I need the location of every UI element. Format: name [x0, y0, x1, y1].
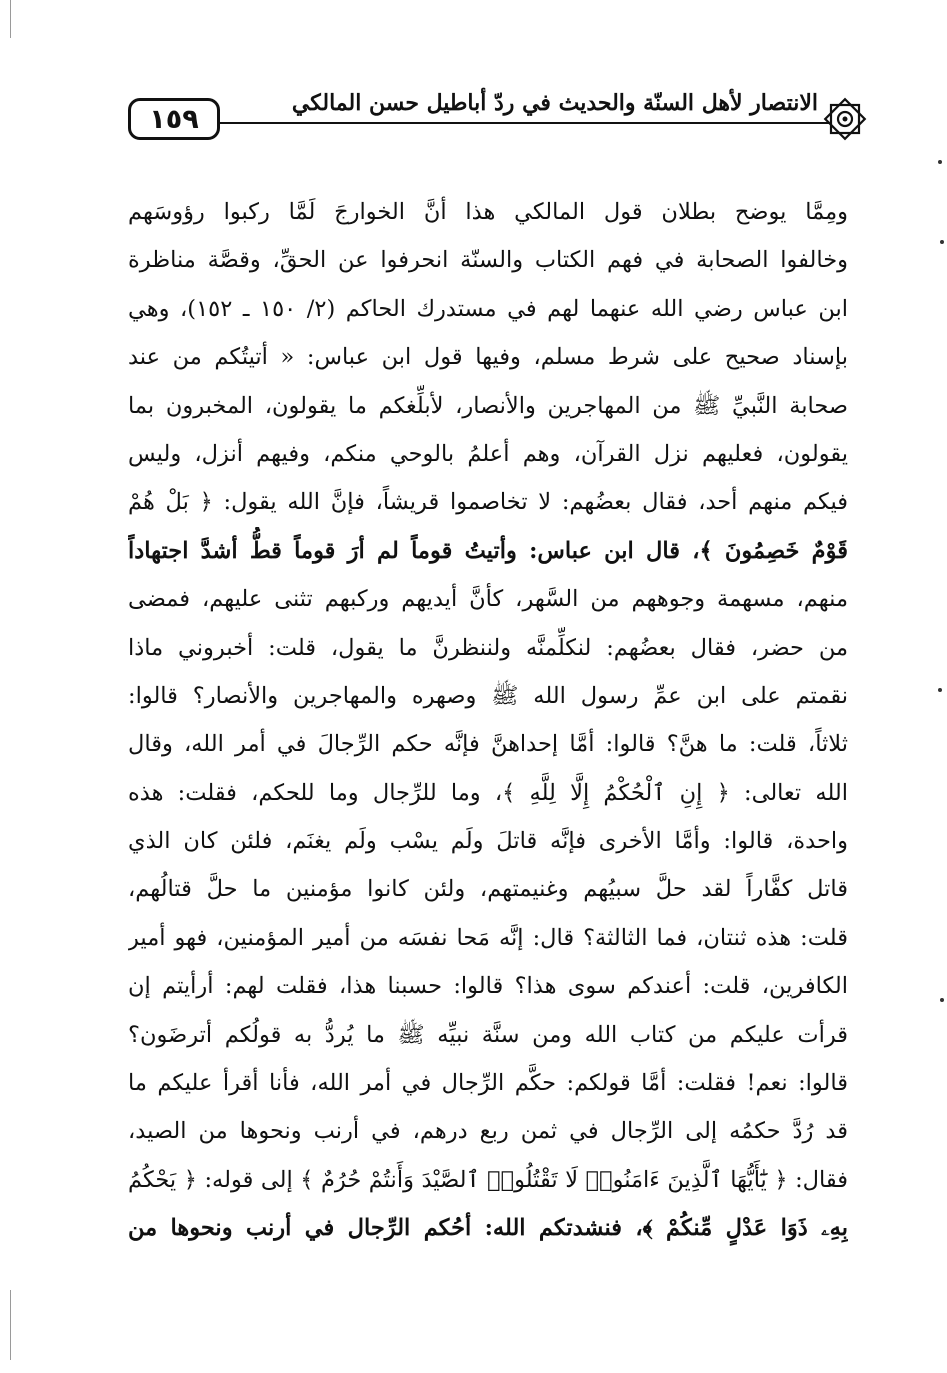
header-rule — [219, 122, 829, 124]
scan-speck — [938, 160, 942, 164]
text-line: صحابة النَّبيِّ ﷺ من المهاجرين والأنصار، لأبلِّغكم ما يقولون، المخبرون بما — [128, 392, 848, 419]
text-line: يقولون، فعليهم نزل القرآن، وهم أعلمُ بالوحي منكم، وفيهم أنزل، وليس — [128, 440, 848, 467]
text-line: نقمتم على ابن عمِّ رسول الله ﷺ وصهره والمهاجرين والأنصار؟ قالوا: — [128, 682, 848, 709]
text-line: قاتل كفَّاراً لقد حلَّ سبيُهم وغنيمتهم، ولئن كانوا مؤمنين ما حلَّ قتالُهم، — [128, 876, 848, 903]
scan-speck — [940, 240, 944, 244]
text-line: واحدة، قالوا: وأمَّا الأخرى فإنَّه قاتلَ ولَم يسْب ولَم يغنَم، فلئن كان الذي — [128, 828, 848, 855]
scan-speck — [940, 998, 944, 1002]
text-line: الكافرين، قلت: أعندكم سوى هذا؟ قالوا: حسبنا هذا، فقلت لهم: أرأيتم إن — [128, 973, 848, 1000]
text-line: وخالفوا الصحابة في فهم الكتاب والسنّة انحرفوا عن الحقِّ، وقصَّة مناظرة — [128, 247, 848, 274]
page-header — [128, 88, 868, 156]
text-line: فقال: ﴿ يَٰٓأَيُّهَا ٱلَّذِينَ ءَامَنُوا۟ لَا تَقْتُلُوا۟ ٱلصَّيْدَ وَأَنتُمْ حُرُمٌ ﴾ إلى قوله: ﴿ يَحْكُمُ — [128, 1166, 848, 1193]
text-line: ابن عباس رضي الله عنهما لهم في مستدرك الحاكم (٢/ ١٥٠ ـ ١٥٢)، وهي — [128, 295, 848, 322]
text-line: قالوا: نعم! فقلت: أمَّا قولكم: حكَّم الرِّجال في أمر الله، فأنا أقرأ عليكم ما — [128, 1070, 848, 1097]
text-line: فيكم منهم أحد، فقال بعضُهم: لا تخاصموا قريشاً، فإنَّ الله يقول: ﴿ بَلْ هُمْ — [128, 489, 848, 516]
body-text — [128, 188, 848, 1253]
text-line: منهم، مسهمة وجوههم من السَّهر، كأنَّ أيديهم وركبهم تثنى عليهم، فمضى — [128, 586, 848, 613]
scan-edge-mark — [10, 0, 11, 38]
text-line: قَوْمٌ خَصِمُونَ ﴾، قال ابن عباس: وأتيتُ قوماً لم أرَ قوماً قطُّ أشدَّ اجتهاداً — [128, 537, 848, 564]
text-line: الله تعالى: ﴿ إِنِ ٱلْحُكْمُ إِلَّا لِلَّهِ ﴾، وما للرِّجال وما للحكم، فقلت: هذه — [128, 779, 848, 806]
page-number-text: ١٥٩ — [149, 103, 199, 135]
text-line: قلت: هذه ثنتان، فما الثالثة؟ قال: إنَّه مَحا نفسَه من أمير المؤمنين، فهو أمير — [128, 924, 848, 951]
text-line: قرأت عليكم من كتاب الله ومن سنَّة نبيِّه ﷺ ما يُردُّ به قولُكم أترضَون؟ — [128, 1021, 848, 1048]
running-title: الانتصار لأهل السنّة والحديث في ردّ أباطيل حسن المالكي — [286, 88, 824, 118]
scan-speck — [938, 688, 942, 692]
text-line: من حضر، فقال بعضُهم: لنكلِّمنَّه ولننظرنَّ ما يقول، قلت: أخبروني ماذا — [128, 634, 848, 661]
text-line: قد رُدَّ حكمُه إلى الرِّجال في ثمن ربع درهم، في أرنب ونحوها من الصيد، — [128, 1118, 848, 1145]
text-line: ومِمَّا يوضح بطلان قول المالكي هذا أنَّ الخوارجَ لَمَّا ركبوا رؤوسَهم — [128, 199, 848, 225]
text-line: بإسناد صحيح على شرط مسلم، وفيها قول ابن عباس: « أتيتُكم من عند — [128, 344, 848, 371]
text-line: بِهِۦ ذَوَا عَدْلٍ مِّنكُمْ ﴾، فنشدتكم الله: أحُكم الرِّجال في أرنب ونحوها من — [128, 1215, 848, 1242]
scan-edge-mark — [10, 1290, 11, 1360]
star-ornament-icon — [822, 96, 868, 142]
text-line: ثلاثاً، قلت: ما هنَّ؟ قالوا: أمَّا إحداهنَّ فإنَّه حكم الرِّجالَ في أمر الله، وقال — [128, 731, 848, 758]
page-number — [128, 98, 220, 140]
